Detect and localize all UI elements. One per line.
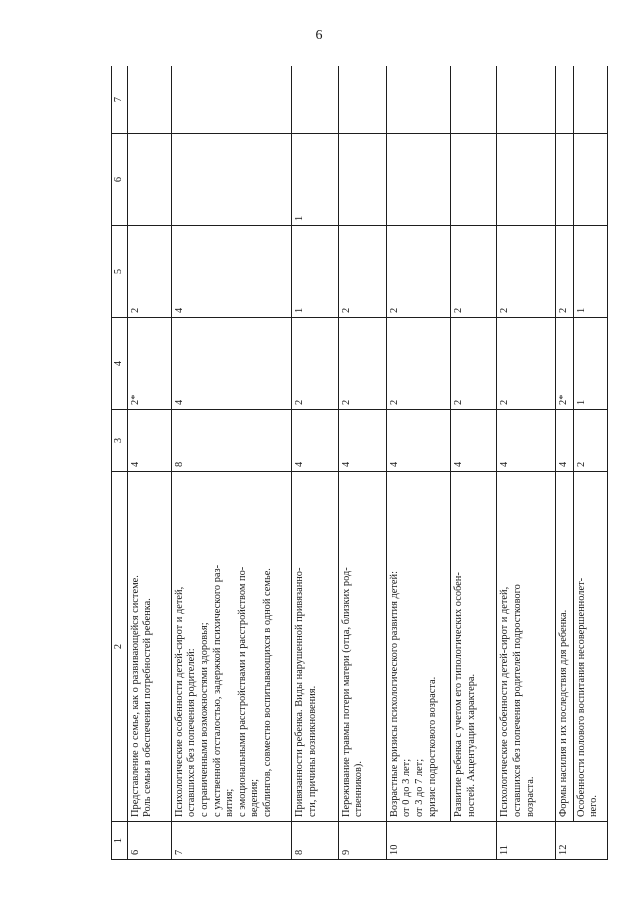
hours-total: 4 [338, 410, 386, 472]
hours-col7 [555, 66, 573, 134]
topic-line: от 3 до 7 лет; [414, 758, 426, 817]
topic-line: ностей. Акцентуации характера. [465, 673, 477, 817]
row-number: 8 [292, 822, 338, 860]
topic-line: Представление о семье, как о развивающейся системе. [129, 575, 141, 817]
hours-col7 [171, 66, 292, 134]
hours-theory: 2* [555, 318, 573, 410]
hours-total: 4 [451, 410, 497, 472]
table-row [573, 66, 607, 860]
table-row [386, 66, 450, 860]
topic-line: него. [588, 795, 600, 817]
hours-col7 [451, 66, 497, 134]
row-number: 12 [555, 822, 607, 860]
table-row [292, 66, 338, 860]
hours-col7 [497, 66, 555, 134]
topic-line: Переживание травмы потери матери (отца, близких род- [340, 567, 352, 817]
header-cell: 6 [112, 134, 128, 226]
topic-line: Роль семьи в обеспечении потребностей ребенка. [142, 598, 154, 817]
header-cell: 1 [112, 822, 128, 860]
table-row [497, 66, 555, 860]
hours-total: 4 [292, 410, 338, 472]
hours-col6 [451, 134, 497, 226]
hours-practice: 2 [127, 226, 171, 318]
hours-col6: 1 [292, 134, 338, 226]
hours-total: 4 [386, 410, 450, 472]
row-number: 7 [171, 822, 292, 860]
row-number: 6 [127, 822, 171, 860]
hours-total: 2 [573, 410, 607, 472]
hours-total: 4 [555, 410, 573, 472]
topic-line: Привязанности ребенка. Виды нарушенной привязанно- [294, 567, 306, 817]
hours-practice: 2 [451, 226, 497, 318]
hours-theory: 2 [386, 318, 450, 410]
header-cell: 4 [112, 318, 128, 410]
table-row [127, 66, 171, 860]
page-number: 6 [315, 28, 323, 43]
hours-practice: 2 [338, 226, 386, 318]
topic-cell [127, 472, 171, 822]
topic-line: вития; [224, 788, 236, 817]
topic-cell [497, 472, 555, 822]
hours-total: 8 [171, 410, 292, 472]
hours-col6 [171, 134, 292, 226]
topic-cell [555, 472, 573, 822]
topic-line: сти, причины возникновения. [307, 685, 319, 817]
hours-col6 [338, 134, 386, 226]
hours-col7 [338, 66, 386, 134]
header-cell: 5 [112, 226, 128, 318]
hours-practice: 4 [171, 226, 292, 318]
topic-line: сиблингов, совместно воспитывающихся в одной семье. [262, 568, 274, 817]
hours-theory: 2 [497, 318, 555, 410]
header-cell: 2 [112, 472, 128, 822]
topic-line: Формы насилия и их последствия для ребенка. [557, 609, 569, 817]
hours-col6 [497, 134, 555, 226]
hours-total: 4 [127, 410, 171, 472]
hours-theory: 2 [338, 318, 386, 410]
topic-cell [451, 472, 497, 822]
rotated-table-container [111, 66, 608, 860]
hours-practice: 2 [386, 226, 450, 318]
topic-line: ственников). [353, 761, 365, 817]
header-cell: 3 [112, 410, 128, 472]
topic-line: Психологические особенности детей-сирот и детей, [499, 586, 511, 817]
topic-line: Развитие ребенка с учетом его типологических особен- [453, 572, 465, 817]
hours-col6 [573, 134, 607, 226]
topic-line: с эмоциональными расстройствами и расстройством по- [236, 566, 248, 817]
topic-line: от 0 до 3 лет; [401, 758, 413, 817]
hours-practice: 2 [555, 226, 573, 318]
hours-theory: 2 [451, 318, 497, 410]
hours-col6 [555, 134, 573, 226]
hours-theory: 1 [573, 318, 607, 410]
curriculum-table [111, 66, 608, 860]
topic-line: оставшихся без попечения родителей подросткового [511, 584, 523, 817]
topic-line: оставшихся без попечения родителей: [186, 648, 198, 817]
hours-col7 [573, 66, 607, 134]
hours-col7 [292, 66, 338, 134]
hours-total: 4 [497, 410, 555, 472]
hours-col6 [386, 134, 450, 226]
table-row [555, 66, 573, 860]
hours-col6 [127, 134, 171, 226]
hours-theory: 2 [292, 318, 338, 410]
table-row [171, 66, 292, 860]
hours-theory: 2* [127, 318, 171, 410]
hours-practice: 1 [292, 226, 338, 318]
table-row [338, 66, 386, 860]
topic-line: возраста. [524, 776, 536, 817]
topic-line: Психологические особенности детей-сирот и детей, [173, 586, 185, 817]
table-frame [111, 66, 608, 860]
topic-line: ведения; [249, 778, 261, 817]
topic-cell [338, 472, 386, 822]
topic-cell [386, 472, 450, 822]
header-cell: 7 [112, 66, 128, 134]
hours-practice: 1 [573, 226, 607, 318]
topic-line: с ограниченными возможностями здоровья; [199, 622, 211, 817]
row-number: 11 [497, 822, 555, 860]
topic-cell [292, 472, 338, 822]
hours-practice: 2 [497, 226, 555, 318]
topic-line: кризис подросткового возраста. [426, 676, 438, 817]
topic-cell [573, 472, 607, 822]
hours-theory: 4 [171, 318, 292, 410]
row-number: 9 [338, 822, 386, 860]
hours-col7 [386, 66, 450, 134]
topic-line: Особенности полового воспитания несовершеннолет- [575, 577, 587, 817]
row-number: 10 [386, 822, 497, 860]
header-row [112, 66, 128, 860]
hours-col7 [127, 66, 171, 134]
topic-line: Возрастные кризисы психологического развития детей: [388, 571, 400, 817]
table-row [451, 66, 497, 860]
topic-line: с умственной отсталостью, задержкой психического раз- [211, 564, 223, 817]
topic-cell [171, 472, 292, 822]
